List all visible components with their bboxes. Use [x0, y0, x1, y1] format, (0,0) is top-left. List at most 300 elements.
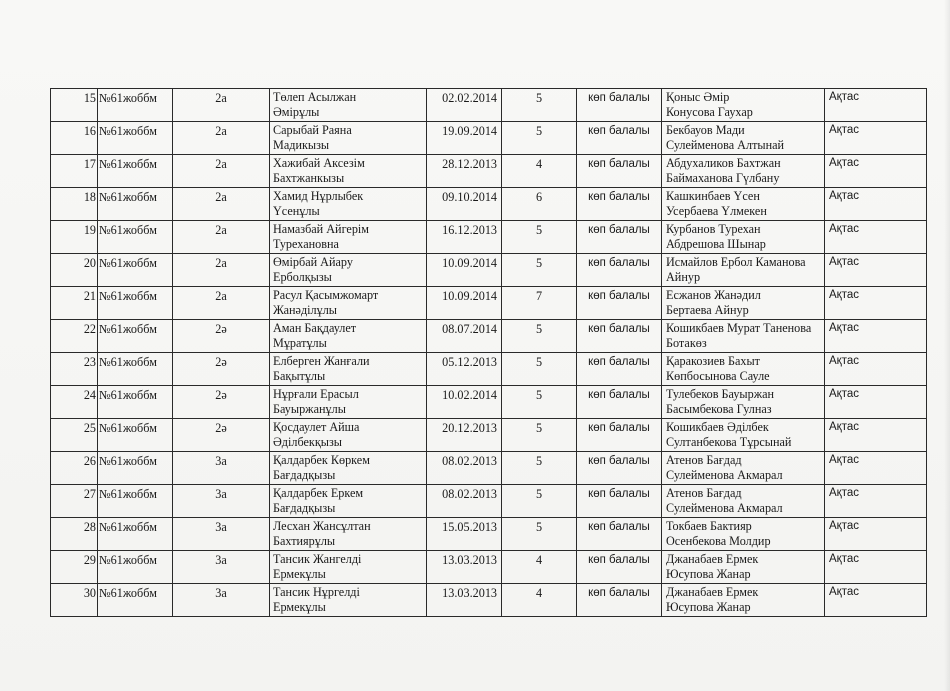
school-cell [98, 320, 173, 353]
class-cell [173, 518, 270, 551]
student-name-cell-text: Ермекұлы [273, 600, 326, 614]
student-name-cell-text: Қалдарбек Көркем [273, 453, 370, 467]
birth-date-cell [427, 584, 502, 617]
parents-cell [662, 320, 825, 353]
class-cell-text: 2ә [215, 355, 227, 369]
student-name-cell-text: Ермекұлы [273, 567, 326, 581]
school-cell-text: №61жоббм [99, 421, 158, 435]
school-cell [98, 188, 173, 221]
children-count-cell-text: 5 [535, 223, 543, 237]
table-row [51, 155, 927, 188]
table-row [51, 221, 927, 254]
table-row [51, 122, 927, 155]
parents-cell [662, 353, 825, 386]
region-cell [825, 320, 927, 353]
region-cell [825, 122, 927, 155]
student-name-cell-text: Аман Бақдаулет [273, 321, 357, 335]
birth-date-cell [427, 287, 502, 320]
birth-date-cell-text: 28.12.2013 [442, 157, 497, 171]
birth-date-cell-text: 08.02.2013 [442, 487, 497, 501]
parents-cell-text: Есжанов Жанәдил [666, 288, 761, 302]
parents-cell-text: Атенов Бағдад [666, 486, 742, 500]
class-cell-text: 3а [215, 586, 227, 600]
row-number [51, 551, 98, 584]
region-cell-text: Ақтас [829, 553, 859, 565]
row-number-text: 16 [83, 124, 96, 138]
parents-cell-text: Бекбауов Мади [666, 123, 745, 137]
children-count-cell-text: 5 [535, 124, 543, 138]
class-cell [173, 353, 270, 386]
parents-cell [662, 452, 825, 485]
student-name-cell-text: Елберген Жанғали [273, 354, 370, 368]
school-cell [98, 89, 173, 122]
student-name-cell-text: Бахтжанкызы [273, 171, 345, 185]
student-name-cell-text: Тансик Нұргелді [273, 585, 360, 599]
children-count-cell [502, 122, 577, 155]
student-name-cell-text: Төлеп Асылжан [273, 90, 357, 104]
student-name-cell-text: Бақытұлы [273, 369, 326, 383]
family-status-cell [577, 584, 662, 617]
children-count-cell-text: 4 [535, 586, 543, 600]
row-number-text: 30 [83, 586, 96, 600]
parents-cell [662, 551, 825, 584]
children-count-cell [502, 518, 577, 551]
family-status-cell-text: көп балалы [588, 422, 650, 434]
family-status-cell-text: көп балалы [588, 125, 650, 137]
birth-date-cell [427, 485, 502, 518]
region-cell-text: Ақтас [829, 256, 859, 268]
children-count-cell [502, 353, 577, 386]
school-cell [98, 518, 173, 551]
scan-shadow [944, 0, 950, 691]
student-name-cell-text: Мадикызы [273, 138, 330, 152]
row-number-text: 27 [83, 487, 96, 501]
row-number [51, 254, 98, 287]
student-name-cell-text: Бахтиярұлы [273, 534, 336, 548]
class-cell [173, 386, 270, 419]
children-count-cell-text: 5 [535, 322, 543, 336]
family-status-cell-text: көп балалы [588, 554, 650, 566]
class-cell-text: 2ә [215, 388, 227, 402]
student-name-cell [270, 287, 427, 320]
school-cell [98, 122, 173, 155]
row-number [51, 386, 98, 419]
class-cell [173, 551, 270, 584]
children-count-cell [502, 386, 577, 419]
parents-cell-text: Абдрешова Шынар [666, 237, 766, 251]
parents-cell-text: Қаракозиев Бахыт [666, 354, 761, 368]
student-name-cell-text: Нұрғали Ерасыл [273, 387, 359, 401]
row-number [51, 419, 98, 452]
row-number [51, 353, 98, 386]
parents-cell [662, 419, 825, 452]
student-name-cell-text: Мұратұлы [273, 336, 327, 350]
student-name-cell-text: Үсенұлы [273, 204, 320, 218]
children-count-cell-text: 7 [535, 289, 543, 303]
row-number [51, 221, 98, 254]
student-name-cell-text: Тансик Жангелді [273, 552, 362, 566]
class-cell [173, 419, 270, 452]
parents-cell [662, 584, 825, 617]
region-cell [825, 452, 927, 485]
class-cell-text: 2а [215, 190, 227, 204]
family-status-cell [577, 254, 662, 287]
student-name-cell-text: Лесхан Жансұлтан [273, 519, 371, 533]
region-cell [825, 485, 927, 518]
parents-cell-text: Сулейменова Акмарал [666, 501, 783, 515]
family-status-cell [577, 452, 662, 485]
class-cell-text: 2а [215, 91, 227, 105]
table-row [51, 551, 927, 584]
family-status-cell-text: көп балалы [588, 587, 650, 599]
parents-cell-text: Джанабаев Ермек [666, 585, 759, 599]
family-status-cell-text: көп балалы [588, 191, 650, 203]
school-cell [98, 485, 173, 518]
region-cell [825, 551, 927, 584]
table-row [51, 353, 927, 386]
parents-cell [662, 254, 825, 287]
family-status-cell-text: көп балалы [588, 455, 650, 467]
class-cell [173, 287, 270, 320]
children-count-cell-text: 6 [535, 190, 543, 204]
region-cell [825, 353, 927, 386]
school-cell-text: №61жоббм [99, 190, 158, 204]
parents-cell-text: Абдухаликов Бахтжан [666, 156, 781, 170]
parents-cell [662, 518, 825, 551]
birth-date-cell-text: 13.03.2013 [442, 553, 497, 567]
school-cell-text: №61жоббм [99, 355, 158, 369]
birth-date-cell-text: 15.05.2013 [442, 520, 497, 534]
school-cell-text: №61жоббм [99, 388, 158, 402]
class-cell [173, 452, 270, 485]
class-cell-text: 2а [215, 256, 227, 270]
children-count-cell-text: 5 [535, 487, 543, 501]
school-cell-text: №61жоббм [99, 487, 158, 501]
school-cell-text: №61жоббм [99, 256, 158, 270]
table-row [51, 287, 927, 320]
class-cell-text: 3а [215, 520, 227, 534]
birth-date-cell [427, 188, 502, 221]
children-count-cell-text: 5 [535, 520, 543, 534]
family-status-cell [577, 419, 662, 452]
table-row [51, 452, 927, 485]
student-name-cell-text: Қалдарбек Еркем [273, 486, 364, 500]
row-number [51, 485, 98, 518]
region-cell [825, 89, 927, 122]
student-name-cell [270, 485, 427, 518]
row-number [51, 188, 98, 221]
row-number-text: 25 [83, 421, 96, 435]
class-cell [173, 155, 270, 188]
student-name-cell-text: Турехановна [273, 237, 339, 251]
birth-date-cell [427, 122, 502, 155]
parents-cell-text: Осенбекова Молдир [666, 534, 771, 548]
parents-cell [662, 188, 825, 221]
row-number-text: 21 [83, 289, 96, 303]
parents-cell [662, 287, 825, 320]
region-cell [825, 584, 927, 617]
table-row [51, 419, 927, 452]
region-cell [825, 221, 927, 254]
birth-date-cell-text: 16.12.2013 [442, 223, 497, 237]
birth-date-cell [427, 89, 502, 122]
class-cell [173, 485, 270, 518]
school-cell [98, 551, 173, 584]
student-name-cell-text: Бауыржанұлы [273, 402, 346, 416]
region-cell [825, 419, 927, 452]
school-cell-text: №61жоббм [99, 289, 158, 303]
table-row [51, 320, 927, 353]
school-cell [98, 419, 173, 452]
birth-date-cell-text: 05.12.2013 [442, 355, 497, 369]
student-name-cell-text: Әмірұлы [273, 105, 320, 119]
student-name-cell [270, 188, 427, 221]
table-row [51, 254, 927, 287]
region-cell [825, 386, 927, 419]
children-count-cell-text: 4 [535, 157, 543, 171]
row-number-text: 19 [83, 223, 96, 237]
class-cell-text: 2а [215, 223, 227, 237]
parents-cell-text: Сулейменова Алтынай [666, 138, 785, 152]
birth-date-cell [427, 155, 502, 188]
birth-date-cell-text: 13.03.2013 [442, 586, 497, 600]
school-cell-text: №61жоббм [99, 586, 158, 600]
children-count-cell [502, 452, 577, 485]
student-name-cell [270, 386, 427, 419]
row-number-text: 20 [83, 256, 96, 270]
children-count-cell [502, 89, 577, 122]
row-number [51, 584, 98, 617]
row-number [51, 155, 98, 188]
family-status-cell-text: көп балалы [588, 92, 650, 104]
parents-cell-text: Бертаева Айнур [666, 303, 749, 317]
table-row [51, 485, 927, 518]
region-cell-text: Ақтас [829, 421, 859, 433]
family-status-cell [577, 188, 662, 221]
student-name-cell-text: Жанәділұлы [273, 303, 337, 317]
row-number-text: 18 [83, 190, 96, 204]
parents-cell-text: Юсупова Жанар [666, 567, 751, 581]
region-cell [825, 188, 927, 221]
table-row [51, 89, 927, 122]
student-name-cell-text: Хажибай Аксезім [273, 156, 365, 170]
family-status-cell [577, 287, 662, 320]
table-row [51, 518, 927, 551]
parents-cell-text: Басымбекова Гулназ [666, 402, 772, 416]
region-cell-text: Ақтас [829, 223, 859, 235]
class-cell-text: 2а [215, 157, 227, 171]
birth-date-cell [427, 254, 502, 287]
class-cell-text: 3а [215, 553, 227, 567]
region-cell-text: Ақтас [829, 322, 859, 334]
parents-cell-text: Баймаханова Гүлбану [666, 171, 780, 185]
birth-date-cell [427, 452, 502, 485]
students-table [50, 88, 927, 617]
region-cell-text: Ақтас [829, 124, 859, 136]
row-number [51, 452, 98, 485]
children-count-cell [502, 155, 577, 188]
row-number-text: 22 [83, 322, 96, 336]
class-cell-text: 2ә [215, 322, 227, 336]
region-cell [825, 287, 927, 320]
school-cell [98, 386, 173, 419]
row-number-text: 17 [83, 157, 96, 171]
class-cell [173, 320, 270, 353]
parents-cell-text: Усербаева Үлмекен [666, 204, 767, 218]
family-status-cell-text: көп балалы [588, 521, 650, 533]
student-name-cell [270, 584, 427, 617]
student-name-cell-text: Бағдадқызы [273, 468, 336, 482]
birth-date-cell-text: 20.12.2013 [442, 421, 497, 435]
parents-cell [662, 221, 825, 254]
school-cell [98, 221, 173, 254]
children-count-cell [502, 419, 577, 452]
family-status-cell [577, 122, 662, 155]
parents-cell [662, 122, 825, 155]
children-count-cell-text: 5 [535, 454, 543, 468]
region-cell [825, 254, 927, 287]
row-number [51, 122, 98, 155]
student-name-cell [270, 518, 427, 551]
children-count-cell [502, 254, 577, 287]
children-count-cell [502, 551, 577, 584]
row-number [51, 287, 98, 320]
school-cell [98, 584, 173, 617]
row-number-text: 28 [83, 520, 96, 534]
school-cell [98, 254, 173, 287]
class-cell [173, 221, 270, 254]
student-name-cell-text: Расул Қасымжомарт [273, 288, 379, 302]
children-count-cell [502, 188, 577, 221]
class-cell [173, 122, 270, 155]
parents-cell-text: Сулейменова Акмарал [666, 468, 783, 482]
student-name-cell-text: Қосдаулет Айша [273, 420, 360, 434]
row-number [51, 518, 98, 551]
family-status-cell [577, 386, 662, 419]
family-status-cell-text: көп балалы [588, 356, 650, 368]
parents-cell-text: Конусова Гаухар [666, 105, 753, 119]
birth-date-cell-text: 08.07.2014 [442, 322, 497, 336]
birth-date-cell-text: 19.09.2014 [442, 124, 497, 138]
school-cell-text: №61жоббм [99, 223, 158, 237]
family-status-cell-text: көп балалы [588, 257, 650, 269]
row-number-text: 29 [83, 553, 96, 567]
parents-cell-text: Султанбекова Тұрсынай [666, 435, 792, 449]
student-name-cell-text: Өмірбай Айару [273, 255, 353, 269]
region-cell [825, 518, 927, 551]
class-cell-text: 3а [215, 454, 227, 468]
table-row [51, 386, 927, 419]
region-cell [825, 155, 927, 188]
school-cell-text: №61жоббм [99, 124, 158, 138]
parents-cell-text: Тулебеков Бауыржан [666, 387, 775, 401]
parents-cell-text: Джанабаев Ермек [666, 552, 759, 566]
student-name-cell [270, 221, 427, 254]
student-name-cell [270, 254, 427, 287]
children-count-cell [502, 485, 577, 518]
region-cell-text: Ақтас [829, 388, 859, 400]
parents-cell-text: Курбанов Турехан [666, 222, 761, 236]
children-count-cell-text: 5 [535, 256, 543, 270]
birth-date-cell [427, 419, 502, 452]
class-cell-text: 2ә [215, 421, 227, 435]
parents-cell [662, 89, 825, 122]
parents-cell [662, 155, 825, 188]
family-status-cell-text: көп балалы [588, 488, 650, 500]
school-cell-text: №61жоббм [99, 91, 158, 105]
parents-cell [662, 386, 825, 419]
birth-date-cell-text: 08.02.2013 [442, 454, 497, 468]
student-name-cell [270, 551, 427, 584]
class-cell-text: 2а [215, 289, 227, 303]
student-name-cell [270, 320, 427, 353]
student-name-cell [270, 452, 427, 485]
children-count-cell-text: 4 [535, 553, 543, 567]
birth-date-cell [427, 221, 502, 254]
region-cell-text: Ақтас [829, 454, 859, 466]
class-cell-text: 2а [215, 124, 227, 138]
class-cell [173, 188, 270, 221]
children-count-cell-text: 5 [535, 355, 543, 369]
family-status-cell [577, 518, 662, 551]
region-cell-text: Ақтас [829, 586, 859, 598]
region-cell-text: Ақтас [829, 91, 859, 103]
children-count-cell [502, 320, 577, 353]
parents-cell-text: Кошикбаев Әділбек [666, 420, 769, 434]
student-name-cell-text: Хамид Нұрлыбек [273, 189, 364, 203]
school-cell-text: №61жоббм [99, 553, 158, 567]
region-cell-text: Ақтас [829, 190, 859, 202]
children-count-cell [502, 221, 577, 254]
birth-date-cell [427, 518, 502, 551]
parents-cell-text: Қоныс Әмір [666, 90, 730, 104]
children-count-cell-text: 5 [535, 388, 543, 402]
row-number [51, 89, 98, 122]
school-cell [98, 452, 173, 485]
parents-cell-text: Айнур [666, 270, 701, 284]
parents-cell-text: Токбаев Бактияр [666, 519, 752, 533]
birth-date-cell [427, 320, 502, 353]
student-name-cell [270, 89, 427, 122]
student-name-cell-text: Ерболқызы [273, 270, 332, 284]
family-status-cell [577, 155, 662, 188]
parents-cell-text: Кашкинбаев Үсен [666, 189, 760, 203]
family-status-cell-text: көп балалы [588, 224, 650, 236]
birth-date-cell-text: 09.10.2014 [442, 190, 497, 204]
family-status-cell [577, 89, 662, 122]
parents-cell-text: Исмайлов Ербол Каманова [666, 255, 806, 269]
family-status-cell-text: көп балалы [588, 389, 650, 401]
class-cell [173, 89, 270, 122]
family-status-cell-text: көп балалы [588, 290, 650, 302]
birth-date-cell [427, 551, 502, 584]
school-cell-text: №61жоббм [99, 520, 158, 534]
school-cell [98, 155, 173, 188]
children-count-cell [502, 287, 577, 320]
student-name-cell-text: Бағдадқызы [273, 501, 336, 515]
class-cell-text: 3а [215, 487, 227, 501]
region-cell-text: Ақтас [829, 157, 859, 169]
student-name-cell [270, 155, 427, 188]
row-number [51, 320, 98, 353]
student-name-cell-text: Намазбай Айгерім [273, 222, 370, 236]
birth-date-cell-text: 10.09.2014 [442, 289, 497, 303]
parents-cell-text: Юсупова Жанар [666, 600, 751, 614]
parents-cell-text: Көпбосынова Сауле [666, 369, 770, 383]
parents-cell-text: Ботакөз [666, 336, 707, 350]
family-status-cell [577, 551, 662, 584]
parents-cell [662, 485, 825, 518]
